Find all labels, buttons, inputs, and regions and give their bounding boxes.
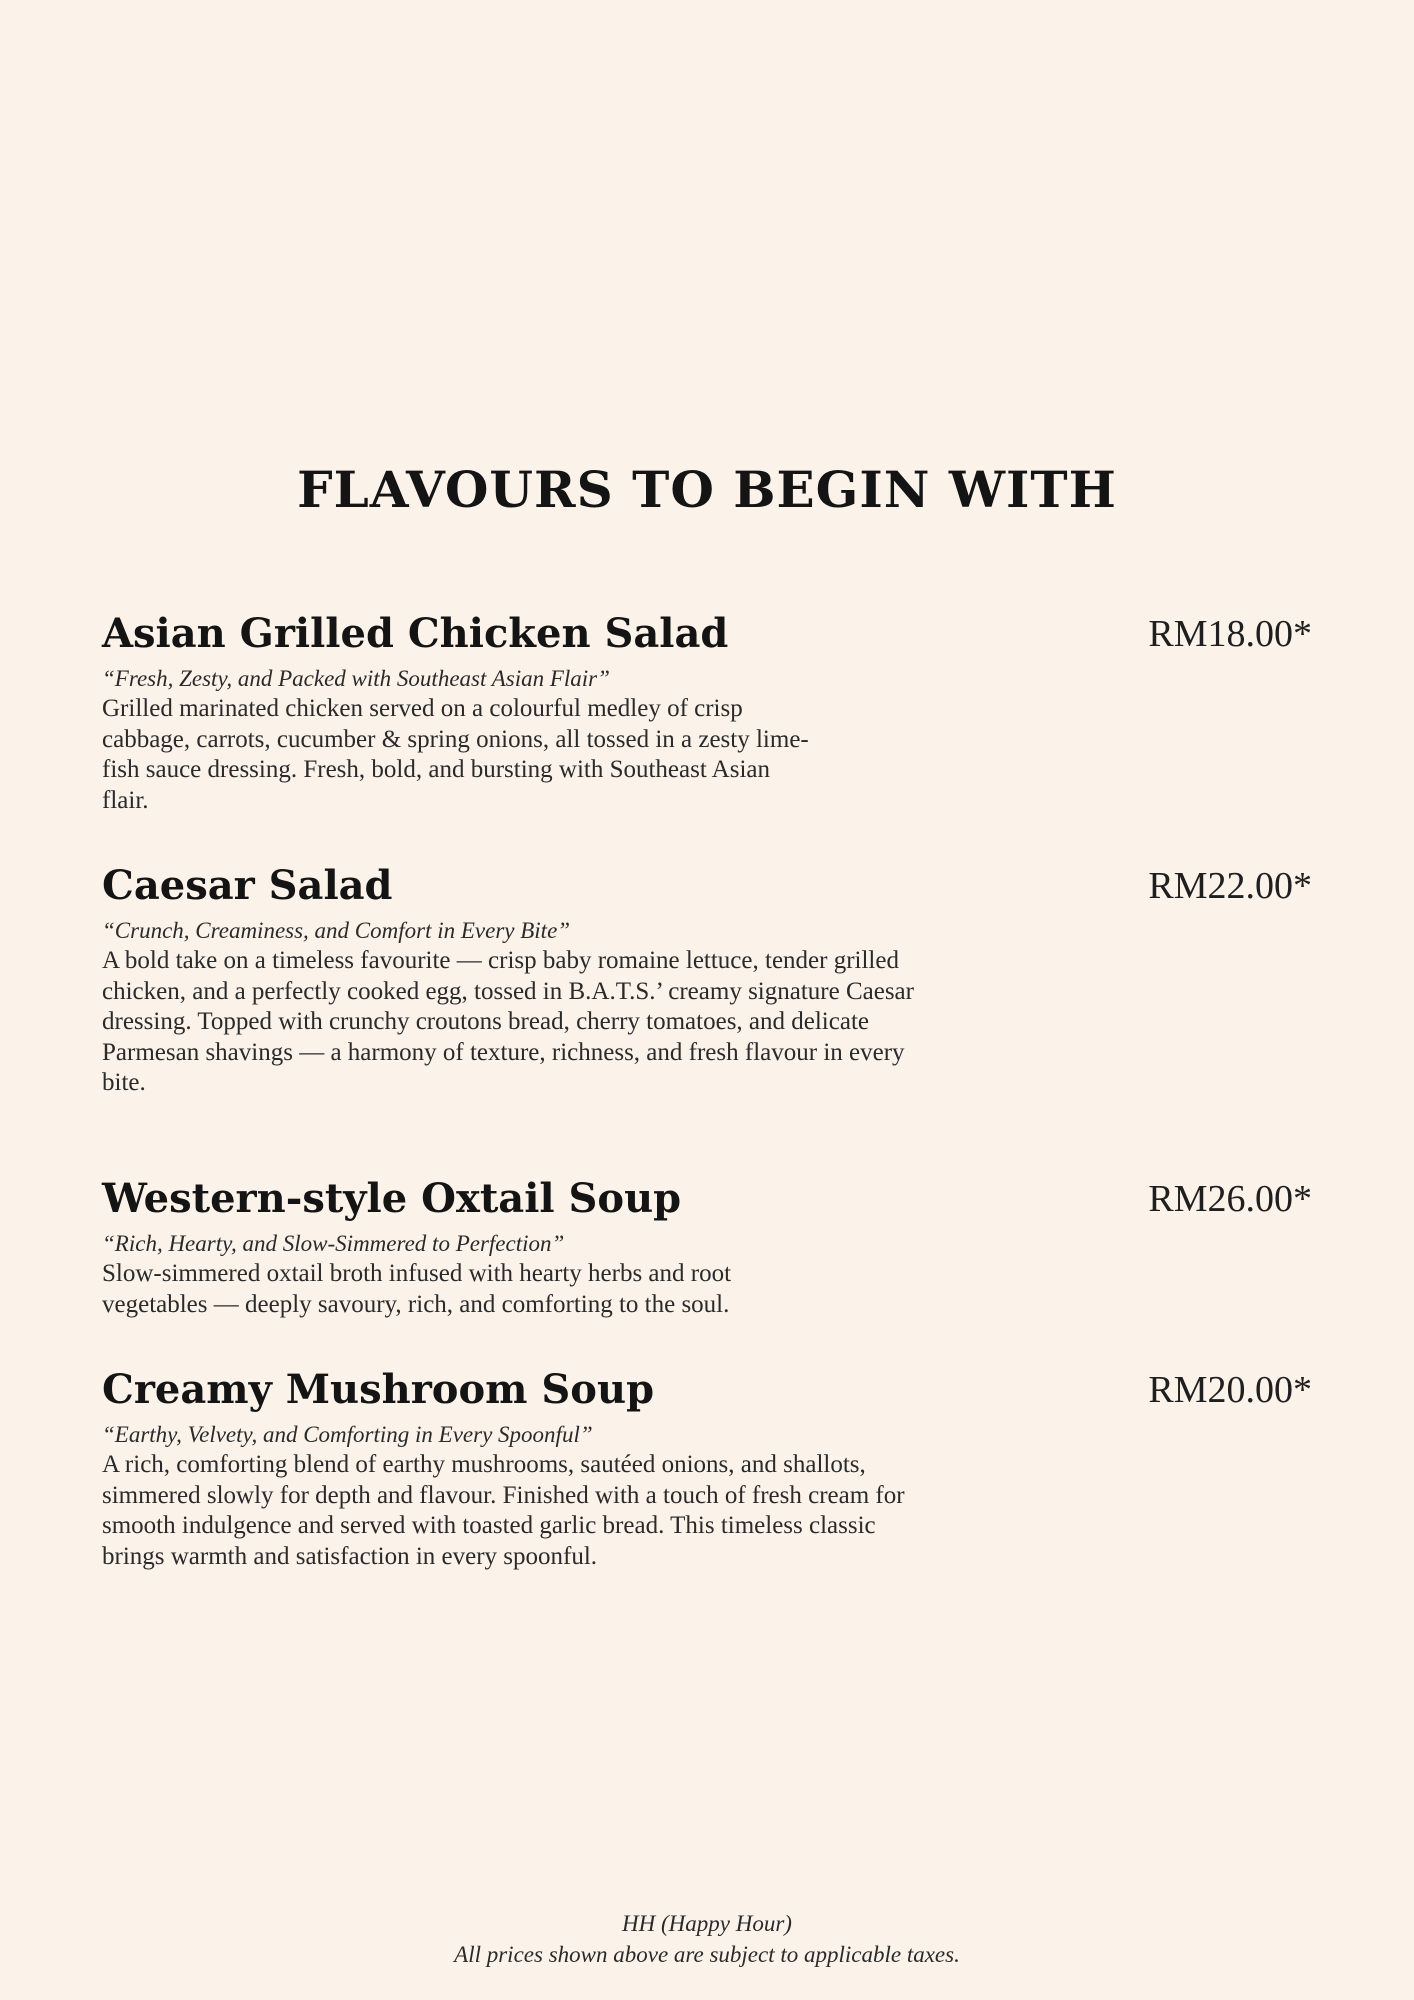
item-price: RM26.00*	[1148, 1178, 1312, 1220]
footer-tax-note: All prices shown above are subject to applicable taxes.	[454, 1942, 960, 1967]
item-tagline: “Earthy, Velvety, and Comforting in Every Spoonful”	[102, 1422, 593, 1447]
menu-item-creamy-mushroom-soup	[102, 1362, 1312, 1572]
item-tagline: “Rich, Hearty, and Slow-Simmered to Perfection”	[102, 1231, 565, 1256]
footer-happy-hour-note: HH (Happy Hour)	[622, 1911, 792, 1936]
item-tagline: “Crunch, Creaminess, and Comfort in Every Bite”	[102, 918, 571, 943]
item-name: Western-style Oxtail Soup	[102, 1175, 682, 1222]
item-description: Grilled marinated chicken served on a colourful medley of crisp cabbage, carrots, cucumber & spring onions, all tossed in a zesty lime-fish sauce dressing. Fresh, bold, and bursting with Southeast Asian flair.	[102, 695, 809, 814]
menu-item-caesar-salad	[102, 858, 1312, 1099]
item-price: RM18.00*	[1148, 613, 1312, 655]
menu-item-western-style-oxtail-soup	[102, 1171, 1312, 1320]
item-description: A bold take on a timeless favourite — crisp baby romaine lettuce, tender grilled chicken, and a perfectly cooked egg, tossed in B.A.T.S.’ creamy signature Caesar dressing. Topped with crunchy croutons bread, cherry tomatoes, and delicate Parmesan shavings — a harmony of texture, richness, and fresh flavour in every bite.	[102, 947, 914, 1096]
item-price: RM20.00*	[1148, 1369, 1312, 1411]
item-name: Caesar Salad	[102, 862, 393, 909]
item-description: Slow-simmered oxtail broth infused with hearty herbs and root vegetables — deeply savoury, rich, and comforting to the soul.	[102, 1260, 732, 1318]
item-name: Creamy Mushroom Soup	[102, 1366, 655, 1413]
item-tagline: “Fresh, Zesty, and Packed with Southeast Asian Flair”	[102, 666, 610, 691]
page-title: FLAVOURS TO BEGIN WITH	[297, 460, 1117, 519]
item-name: Asian Grilled Chicken Salad	[102, 610, 729, 657]
item-description: A rich, comforting blend of earthy mushrooms, sautéed onions, and shallots, simmered slowly for depth and flavour. Finished with a touch of fresh cream for smooth indulgence and served with toasted garlic bread. This timeless classic brings warmth and satisfaction in every spoonful.	[102, 1451, 905, 1570]
item-price: RM22.00*	[1148, 865, 1312, 907]
footer-note	[0, 1908, 1414, 1970]
menu-item-asian-grilled-chicken-salad	[102, 606, 1312, 816]
